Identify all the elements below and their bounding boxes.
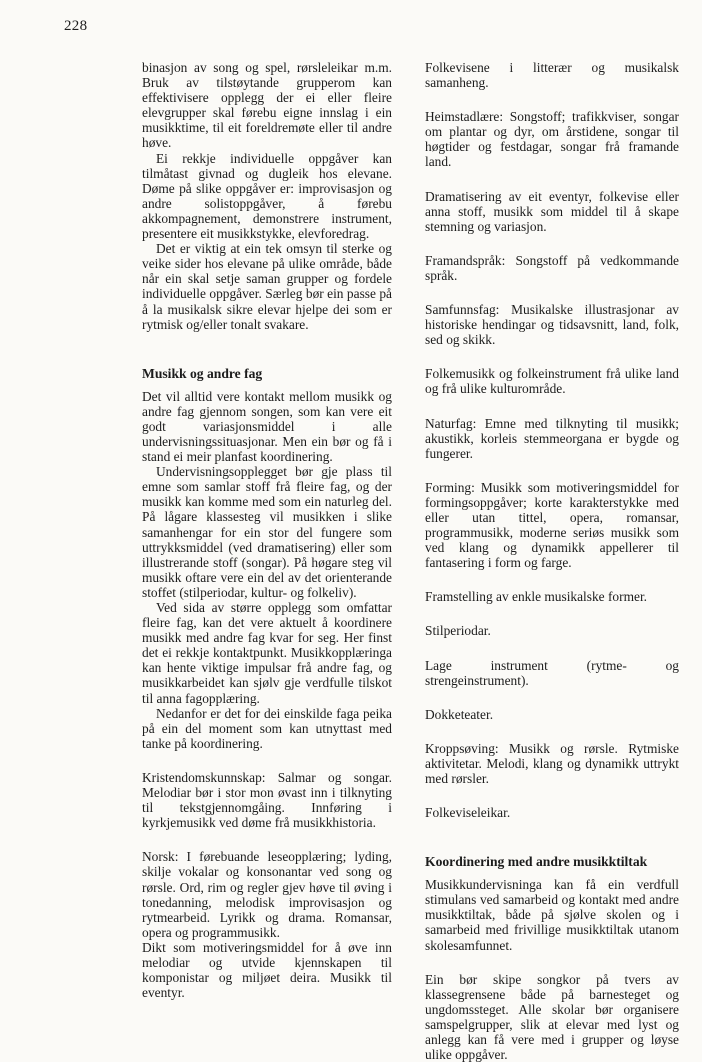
- subject-entry: Folkeviseleikar.: [425, 805, 511, 821]
- subject-entry: Framandspråk: Songstoff på vedkommande språk.: [425, 252, 679, 283]
- subject-entry: Naturfag: Emne med tilknyting til musikk; akustikk, korleis stemmeorgana er bygde og fungerer.: [425, 415, 679, 461]
- paragraph: Undervisningsopplegget bør gje plass til emne som samlar stoff frå fleire fag, og der musikk kan komme med som ein naturleg del. På lågare klassesteg vil musikken i slike samanhengar for ein stor del fungere som uttrykksmiddel (ved dramatisering) eller som illustrerande stoff (songar). På høgare steg vil musikk oftare vere ein del av det orienterande stoffet (stilperiodar, kultur- og folkeliv).: [142, 464, 392, 600]
- section-heading: Musikk og andre fag: [142, 365, 263, 381]
- paragraph: Musikkundervisninga kan få ein verdfull stimulans ved samarbeid og kontakt med andre musikktiltak, både på sjølve skolen og i samarbeid med frivillige musikktiltak utanom skolesamfunnet.: [425, 877, 679, 953]
- paragraph: Det er viktig at ein tek omsyn til sterke og veike sider hos elevane på ulike område, både når ein skal setje saman grupper og fordele individuelle oppgåver. Særleg bør ein passe på å la musikalsk sikre elevar hjelpe dei som er rytmisk og/eller tonalt svakare.: [142, 241, 392, 332]
- subject-entry: Stilperiodar.: [425, 623, 491, 639]
- subject-entry: Norsk: I førebuande leseopplæring; lyding, skilje vokalar og konsonantar ved song og rørsle. Ord, rim og regler gjev høve til øving i tonedanning, melodisk improvisasjon og rytmearbeid. Lyrikk og drama. Romansar, opera og programmusikk.: [142, 849, 392, 940]
- subject-entry: Folkemusikk og folkeinstrument frå ulike land og frå ulike kulturområde.: [425, 366, 679, 397]
- paragraph: Ein bør skipe songkor på tvers av klassegrensene både på barnesteget og ungdomssteget. Alle skolar bør organisere samspelgrupper, slik at elevar med lyst og anlegg kan få vere med i grupper og løyse ulike oppgåver.: [425, 971, 679, 1062]
- right-column: [425, 60, 679, 1062]
- section-heading: Koordinering med andre musikktiltak: [425, 854, 648, 870]
- subject-entry: Heimstadlære: Songstoff; trafikkviser, songar om plantar og dyr, om årstidene, songar til høgtider og festdagar, songar frå framande land.: [425, 109, 679, 170]
- subject-entry: Forming: Musikk som motiveringsmiddel for formingsoppgåver; korte karakterstykke med eller utan tittel, opera, romansar, programmusikk, moderne seriøs musikk som ved klang og dynamikk appellerer til fantasering i form og farge.: [425, 479, 679, 571]
- paragraph: Ved sida av større opplegg som omfattar fleire fag, kan det vere aktuelt å koordinere musikk med andre fag kvar for seg. Her finst det ei rekkje kontaktpunkt. Musikkopplæringa kan hente viktige impulsar frå andre fag, og musikkarbeidet kan sjølv gje verdfulle tilskot til anna fagopplæring.: [142, 600, 392, 706]
- subject-entry: Folkevisene i litterær og musikalsk samanheng.: [425, 60, 679, 91]
- subject-entry: Dokketeater.: [425, 706, 494, 722]
- paragraph: binasjon av song og spel, rørsleleikar m.m. Bruk av tilstøytande grupperom kan effektivisere opplegg der ei eller fleire elevgrupper skal førebu eigne innslag i ein musikktime, til eit foreldremøte eller til andre høve.: [142, 60, 392, 151]
- page-number: 228: [64, 18, 88, 34]
- subject-entry: Kroppsøving: Musikk og rørsle. Rytmiske aktivitetar. Melodi, klang og dynamikk uttrykt med rørsler.: [425, 740, 679, 786]
- subject-entry: Dikt som motiveringsmiddel for å øve inn melodiar og utvide kjennskapen til komponistar og miljøet deira. Musikk til eventyr.: [142, 939, 392, 1001]
- subject-entry: Samfunnsfag: Musikalske illustrasjonar av historiske hendingar og tidsavsnitt, land, folk, sed og skikk.: [425, 302, 679, 348]
- subject-entry: Framstelling av enkle musikalske former.: [425, 589, 648, 605]
- paragraph: Det vil alltid vere kontakt mellom musikk og andre fag gjennom songen, som kan vere eit godt variasjonsmiddel i alle undervisningssituasjonar. Men ein bør og få i stand ei meir planfast koordinering.: [142, 388, 392, 465]
- left-column: [142, 60, 392, 1000]
- subject-entry: Kristendomskunnskap: Salmar og songar. Melodiar bør i stor mon øvast inn i tilknyting til tekstgjennomgåing. Innføring i kyrkjemusikk ved døme frå musikkhistoria.: [142, 769, 392, 831]
- paragraph: Ei rekkje individuelle oppgåver kan tilmåtast givnad og dugleik hos elevane. Døme på slike oppgåver er: improvisasjon og andre solistoppgåver, å førebu akkompagnement, demonstrere instrument, presentere eit musikkstykke, elevforedrag.: [142, 150, 392, 242]
- paragraph: Nedanfor er det for dei einskilde faga peika på ein del moment som kan utnyttast med tanke på koordinering.: [142, 705, 392, 751]
- subject-entry: Lage instrument (rytme- og strengeinstrument).: [425, 657, 679, 688]
- subject-entry: Dramatisering av eit eventyr, folkevise eller anna stoff, musikk som middel til å skape stemning og variasjon.: [425, 188, 679, 234]
